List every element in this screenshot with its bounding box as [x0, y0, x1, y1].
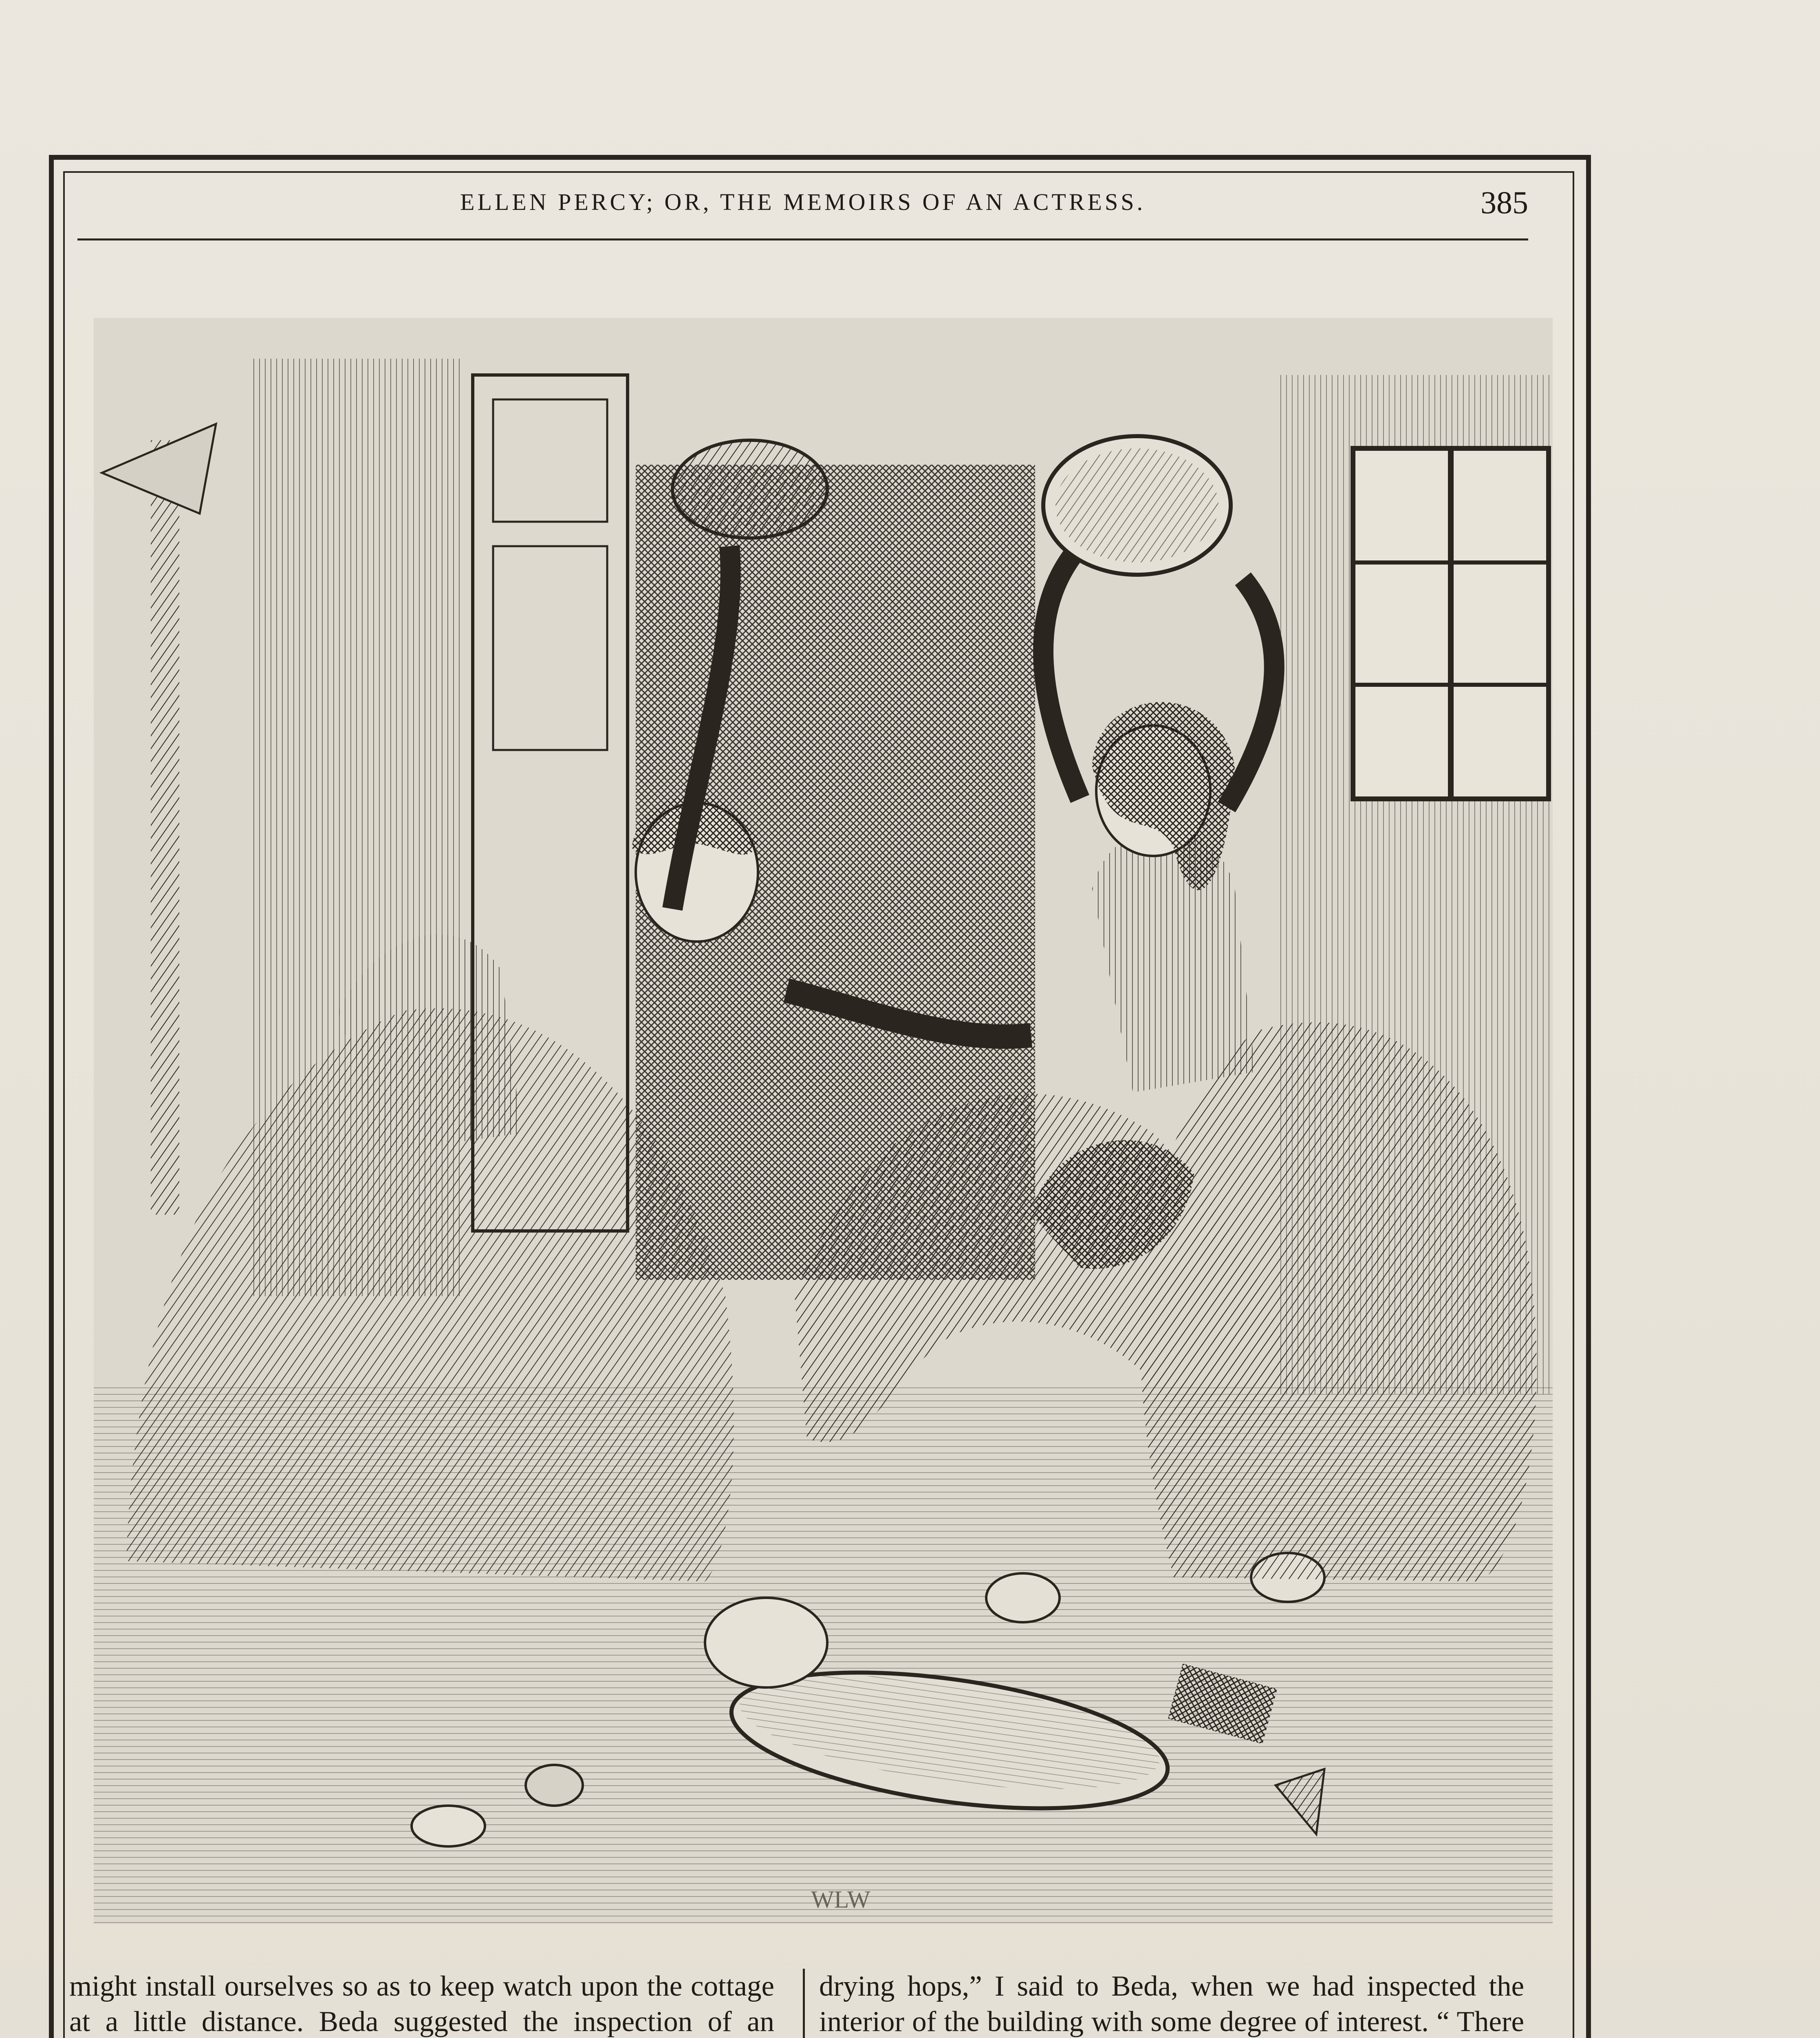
running-head [77, 184, 1528, 233]
page-number: 385 [1481, 185, 1528, 220]
engraving-illustration [94, 318, 1553, 1924]
right-paragraph-1: drying hops,” I said to Beda, when we had inspected the interior of the building with some degree of interest. “ There [819, 1970, 1524, 2038]
right-column [819, 1969, 1524, 2038]
column-divider [803, 1969, 805, 2038]
header-rule [77, 238, 1528, 240]
left-column [69, 1969, 774, 2038]
illustration-signature: WLW [811, 1886, 870, 1913]
left-paragraph-1: might install ourselves so as to keep watch upon the cottage at a little distance. Beda suggested the inspection of an [69, 1970, 774, 2038]
running-title: ELLEN PERCY; OR, THE MEMOIRS OF AN ACTRESS. [460, 189, 1146, 215]
